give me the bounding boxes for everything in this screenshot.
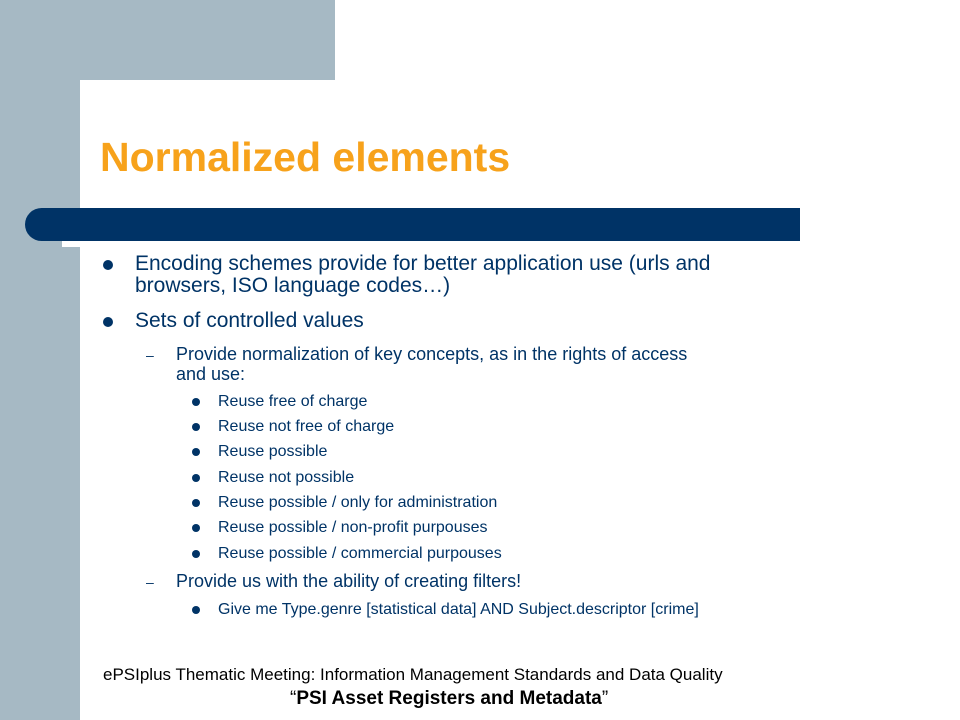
bullet-text-line: and use: [176,364,246,384]
bullet-text-line: Reuse possible / commercial purpouses [218,545,502,562]
bullet-text-line: Provide us with the ability of creating filters! [176,571,522,591]
bullet-dot [192,524,200,532]
bullet-dot [192,398,200,406]
subbullet-filters [146,571,522,591]
bullet-dot [192,550,200,558]
bullet-dot [103,260,113,270]
list-item [218,442,327,462]
bullet-dot [103,317,113,327]
dash-marker: – [146,574,154,590]
bullet-controlled-values [135,310,364,332]
footer-event-name: ePSIplus Thematic Meeting: Information Management Standards and Data Quality [103,665,723,684]
slide-title: Normalized elements [100,134,511,180]
bullet-text-line: Reuse possible / only for administration [218,494,498,511]
list-item [218,544,502,564]
bullet-text-line: Reuse free of charge [218,393,368,410]
footer-close-quote: ” [601,688,609,709]
bullet-dot [192,448,200,456]
dash-marker: – [146,347,154,363]
bullet-text-line: Reuse possible [218,443,328,460]
bullet-text-line: browsers, ISO language codes…) [135,274,451,297]
bullet-text-line: Give me Type.genre [statistical data] AND Subject.descriptor [crime] [218,601,699,618]
bullet-text-line: Reuse not free of charge [218,418,395,435]
footer-session-title [290,688,608,710]
bullet-text-line: Sets of controlled values [135,309,364,332]
list-item [218,600,699,620]
bullet-dot [192,499,200,507]
list-item [218,392,367,412]
bullet-encoding-schemes [135,253,711,297]
bullet-text-line: Reuse possible / non-profit purpouses [218,519,488,536]
list-item [218,417,394,437]
bullet-text-line: Encoding schemes provide for better application use (urls and [135,252,711,275]
footer-session-text: PSI Asset Registers and Metadata [296,688,602,709]
bullet-text-line: Reuse not possible [218,469,355,486]
subbullet-normalization [146,344,688,384]
list-item [218,493,497,513]
list-item [218,468,354,488]
footer-open-quote: “ [290,688,297,709]
bullet-text-line: Provide normalization of key concepts, as in the rights of access [176,344,688,364]
list-item [218,518,488,538]
bullet-dot [192,474,200,482]
bullet-dot [192,606,200,614]
bullet-dot [192,423,200,431]
